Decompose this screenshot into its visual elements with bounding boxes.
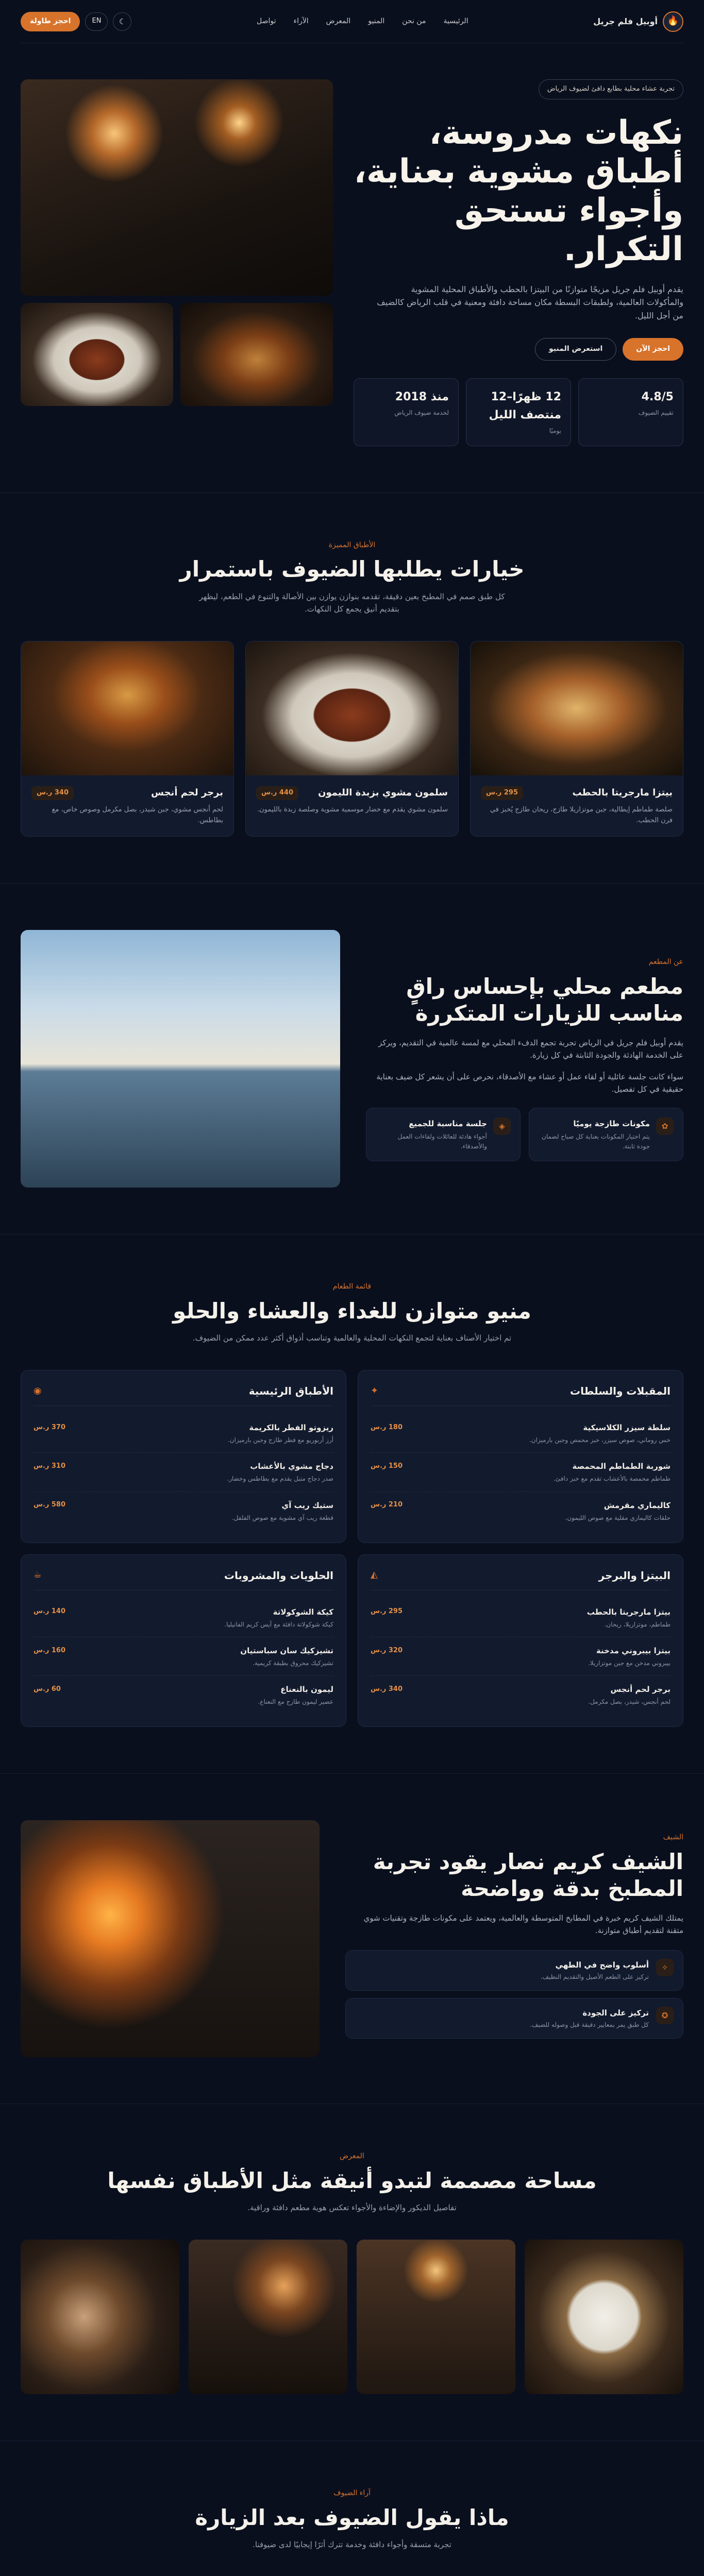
menu-category-head [33, 1567, 333, 1590]
dish-row [256, 786, 448, 801]
hero-stats [354, 378, 683, 446]
header-actions [21, 12, 131, 31]
menu-item-description: عصير ليمون طازج مع النعناع. [258, 1698, 333, 1706]
menu-item[interactable] [371, 1414, 671, 1453]
nav-link-reviews[interactable]: الآراء [293, 17, 309, 26]
dish-body [246, 775, 458, 826]
badge-icon: ✪ [656, 2007, 674, 2024]
stat-rating [578, 378, 683, 446]
about-text [366, 956, 683, 1161]
chef-point [345, 1950, 683, 1991]
moon-icon[interactable]: ☾ [113, 12, 131, 31]
reviews-head [21, 2487, 683, 2551]
menu-item[interactable] [371, 1676, 671, 1714]
stat-value: منذ 2018 [395, 390, 449, 403]
dish-price: 340 ر.س [31, 786, 74, 800]
gallery-section [0, 2104, 704, 2441]
feature-description: أجواء هادئة للعائلات ولقاءات العمل والأصدقاء. [397, 1132, 487, 1150]
chef-point-description: تركيز على الطعم الأصيل والتقديم النظيف. [540, 1973, 649, 1980]
menu-item-description: كيكة شوكولاتة دافئة مع آيس كريم الفانيليا. [224, 1620, 333, 1628]
menu-item-name: ستيك ريب آي [281, 1500, 333, 1510]
dish-name: سلمون مشوي بزبدة الليمون [318, 787, 448, 798]
grill-plate-image [21, 303, 173, 406]
about-title: مطعم محلي بإحساس راقٍ مناسب للزيارات المتكررة [406, 973, 683, 1026]
dish-price: 295 ر.س [481, 786, 523, 800]
nav-link-about[interactable]: من نحن [402, 17, 426, 26]
nav-link-gallery[interactable]: المعرض [326, 17, 351, 26]
stat-value: 4.8/5 [641, 390, 674, 403]
gallery-description: تفاصيل الديكور والإضاءة والأجواء تعكس هوية مطعم دافئة وراقية. [247, 2203, 457, 2213]
gallery-kicker: المعرض [340, 2152, 364, 2161]
gallery-head [21, 2150, 683, 2214]
featured-title: خيارات يطلبها الضيوف باستمرار [179, 556, 525, 582]
nav-link-home[interactable]: الرئيسية [443, 17, 468, 26]
about-features [366, 1108, 683, 1161]
menu-item-name: برجر لحم أنجس [610, 1685, 671, 1694]
menu-category-mains [21, 1370, 346, 1543]
chef-point-title: أسلوب واضح في الطهي [555, 1960, 649, 1970]
menu-item[interactable] [33, 1414, 333, 1453]
menu-item-name: سلطة سيزر الكلاسيكية [583, 1423, 671, 1433]
reviews-title: ماذا يقول الضيوف بعد الزيارة [195, 2504, 509, 2530]
featured-section [0, 493, 704, 883]
dish-row [481, 786, 673, 801]
feature-card [366, 1108, 521, 1161]
about-paragraph-1: يقدم أوبيل فلم جريل في الرياض تجربة تجمع الدفء المحلي مع لمسة عالمية في التقديم، ويركز على الخدمة الهادئة والجودة الثابتة في كل زيارة. [378, 1038, 683, 1060]
menu-description: تم اختيار الأصناف بعناية لتجمع النكهات المحلية والعالمية وتناسب أذواق أكثر عدد ممكن من الضيوف. [192, 1333, 512, 1343]
leaf-icon: ✿ [656, 1117, 674, 1135]
chair-icon: ◈ [493, 1117, 511, 1135]
chef-kicker: الشيف [663, 1833, 683, 1842]
dish-image [21, 641, 233, 775]
menu-item-price: 310 ر.س [33, 1462, 66, 1470]
menu-item[interactable] [33, 1676, 333, 1714]
menu-item-price: 295 ر.س [371, 1607, 403, 1616]
stat-label: يوميًا [549, 427, 561, 435]
feature-description: يتم اختيار المكونات بعناية كل صباح لضمان جودة ثابتة. [542, 1132, 650, 1150]
menu-item-description: صدر دجاج متبل يقدم مع بطاطس وخضار. [227, 1475, 333, 1483]
knife-icon: ✧ [656, 1959, 674, 1976]
menu-item-description: لحم أنجس، شيدر، بصل مكرمل. [588, 1698, 671, 1706]
stat-since [354, 378, 459, 446]
menu-item-name: كاليماري مقرمش [604, 1500, 671, 1510]
logo-text: أوبيل فلم جريل [593, 16, 658, 26]
menu-item-description: طماطم محمصة بالأعشاب تقدم مع خبز دافئ. [553, 1475, 671, 1483]
stat-label: تقييم الضيوف [638, 409, 674, 416]
chef-point-description: كل طبق يمر بمعايير دقيقة قبل وصوله للضيف. [530, 2021, 649, 2028]
gallery-image[interactable] [525, 2240, 683, 2394]
dish-name: بيتزا مارجريتا بالحطب [572, 787, 673, 798]
dish-description: صلصة طماطم إيطالية، جبن موتزاريلا طازج، ريحان طازج يُخبز في فرن الحطب. [490, 805, 673, 824]
menu-item[interactable] [33, 1492, 333, 1530]
dish-card[interactable] [245, 641, 459, 837]
chef-title: الشيف كريم نصار يقود تجربة المطبخ بدقة وواضحة [373, 1849, 683, 1902]
featured-head [21, 539, 683, 615]
dish-image [471, 641, 683, 775]
menu-item-name: ليمون بالنعناع [280, 1685, 333, 1694]
menu-category-title: الأطباق الرئيسية [248, 1385, 333, 1398]
flame-icon: 🔥 [663, 11, 683, 32]
dish-card[interactable] [470, 641, 683, 837]
menu-item-description: طماطم، موتزاريلا، ريحان. [604, 1620, 671, 1628]
dish-image [246, 641, 458, 775]
chef-point [345, 1998, 683, 2039]
reviews-description: تجربة متسقة وأجواء دافئة وخدمة تترك أثرًا إيجابيًا لدى ضيوفنا. [253, 2540, 451, 2550]
menu-item-price: 140 ر.س [33, 1607, 66, 1616]
menu-category-desserts [21, 1554, 346, 1727]
dish-card[interactable] [21, 641, 234, 837]
stat-label: لخدمة ضيوف الرياض [394, 409, 449, 416]
menu-item-name: شوربة الطماطم المحمصة [572, 1462, 671, 1471]
featured-description: كل طبق صمم في المطبخ بعين دقيقة، تقدمه بنوازن يوازن بين الأصالة والتنوع في الطعم، ليظهر بتقديم أنيق يجمع كل النكهات. [199, 591, 505, 614]
menu-item[interactable] [33, 1637, 333, 1676]
menu-item-name: تشيزكيك سان سباستيان [240, 1646, 333, 1655]
about-kicker: عن المطعم [648, 958, 683, 967]
chef-description: يمتلك الشيف كريم خبرة في المطابخ المتوسطة والعالمية، ويعتمد على مكونات طازجة وتقنيات شوي متقنة لتقديم أطباق متوازنة. [363, 1913, 683, 1935]
hero-title: نكهات مدروسة، أطباق مشوية بعناية، وأجواء تستحق التكرار. [354, 113, 683, 269]
menu-item-name: بيتزا بيبروني مدخنة [596, 1646, 671, 1655]
menu-item-description: أرز أربوريو مع فطر طازج وجبن بارميزان. [228, 1436, 333, 1444]
menu-item-description: بيبروني مدخن مع جبن موتزاريلا. [588, 1659, 671, 1667]
menu-item-description: قطعة ريب آي مشوية مع صوص الفلفل. [231, 1514, 333, 1521]
dish-name: برجر لحم أنجس [151, 787, 223, 798]
dish-body [21, 775, 233, 836]
plate-icon: ◉ [33, 1385, 42, 1396]
menu-category-head [371, 1383, 671, 1406]
gallery-title: مساحة مصممة لتبدو أنيقة مثل الأطباق نفسها [107, 2167, 597, 2193]
menu-item-price: 370 ر.س [33, 1423, 66, 1431]
dish-price: 440 ر.س [256, 786, 298, 800]
hero-secondary-button[interactable]: استعرض المنيو [535, 338, 616, 361]
chef-section [0, 1773, 704, 2104]
hero-pill: تجربة عشاء محلية بطابع دافئ لضيوف الرياض [539, 79, 683, 99]
pizza-icon: ◭ [371, 1569, 378, 1581]
chef-image [21, 1820, 320, 2057]
about-paragraph-2: سواء كانت جلسة عائلية أو لقاء عمل أو عشاء مع الأصدقاء، نحرص على أن يشعر كل ضيف بعناية حقيقية في كل تفصيل. [376, 1072, 683, 1094]
gallery-image[interactable] [189, 2240, 347, 2394]
menu-category-head [371, 1567, 671, 1590]
about-section [0, 883, 704, 1234]
hero-section [21, 43, 683, 493]
hero-text [354, 79, 683, 446]
menu-item-price: 160 ر.س [33, 1646, 66, 1654]
menu-item-name: دجاج مشوي بالأعشاب [250, 1462, 333, 1471]
nav-link-menu[interactable]: المنيو [368, 17, 385, 26]
menu-category-pizza-burger [358, 1554, 683, 1727]
gallery-image[interactable] [357, 2240, 515, 2394]
dish-row [31, 786, 223, 801]
menu-category-head [33, 1383, 333, 1406]
nav-link-contact[interactable]: تواصل [257, 17, 276, 26]
salad-icon: ✦ [371, 1385, 379, 1396]
menu-item-description: حلقات كاليماري مقلية مع صوص الليمون. [565, 1514, 671, 1521]
menu-category-starters [358, 1370, 683, 1543]
dish-body [471, 775, 683, 836]
menu-item-price: 320 ر.س [371, 1646, 403, 1654]
menu-grid [21, 1370, 683, 1727]
stat-hours [466, 378, 571, 446]
menu-item[interactable] [371, 1637, 671, 1676]
menu-item-price: 180 ر.س [371, 1423, 403, 1431]
gallery-grid [21, 2240, 683, 2394]
menu-item[interactable] [33, 1599, 333, 1637]
hero-primary-button[interactable]: احجز الآن [623, 338, 683, 361]
menu-item-price: 210 ر.س [371, 1501, 403, 1509]
site-header [21, 0, 683, 43]
menu-section [0, 1234, 704, 1773]
chef-text [345, 1832, 683, 2046]
menu-item[interactable] [371, 1453, 671, 1492]
dish-description: لحم أنجس مشوي، جبن شيدر، بصل مكرمل وصوص خاص، مع بطاطس. [52, 805, 223, 824]
reserve-button[interactable]: احجز طاولة [21, 12, 80, 31]
menu-category-title: البيتزا والبرجر [598, 1569, 671, 1582]
hero-description: يقدم أوبيل فلم جريل مزيجًا متوازنًا من البيتزا بالحطب والأطباق المحلية المشوية والمأكولات العالمية، ولطبقات البسطة مكان مساحة دافئة ومعنية في قلب الرياض كالضيف من أجل الليل. [377, 284, 683, 321]
featured-dishes [21, 641, 683, 837]
dish-description: سلمون مشوي يقدم مع خضار موسمية مشوية وصلصة زبدة بالليمون. [257, 805, 448, 814]
menu-kicker: قائمة الطعام [332, 1282, 372, 1291]
terrace-image [21, 930, 340, 1188]
feature-title: مكونات طازجة يوميًا [573, 1118, 650, 1128]
menu-category-title: المقبلات والسلطات [570, 1385, 671, 1398]
feature-card [529, 1108, 683, 1161]
feature-title: جلسة مناسبة للجميع [409, 1118, 487, 1128]
main-nav [257, 15, 468, 27]
featured-kicker: الأطباق المميزة [328, 541, 376, 550]
language-toggle[interactable]: EN [85, 12, 108, 31]
menu-item-name: ريزوتو الفطر بالكريمة [249, 1423, 333, 1433]
gallery-image[interactable] [21, 2240, 179, 2394]
stat-value: 12 ظهرًا–12 منتصف الليل [489, 390, 561, 421]
menu-item-price: 340 ر.س [371, 1685, 403, 1693]
menu-category-title: الحلويات والمشروبات [224, 1569, 333, 1582]
menu-item-description: خس روماني، صوص سيزر، خبز محمص وجبن بارميزان. [529, 1436, 671, 1444]
menu-item-price: 580 ر.س [33, 1501, 66, 1509]
restaurant-interior-image [21, 79, 333, 296]
menu-title: منيو متوازن للغداء والعشاء والحلو [173, 1298, 531, 1324]
hero-buttons [354, 338, 683, 361]
cup-icon: ☕ [33, 1569, 42, 1581]
hero-images [21, 79, 333, 446]
menu-item[interactable] [371, 1599, 671, 1637]
menu-item[interactable] [371, 1492, 671, 1530]
pizza-image [180, 303, 333, 406]
menu-item[interactable] [33, 1453, 333, 1492]
site-logo[interactable] [593, 11, 683, 32]
chef-point-title: تركيز على الجودة [582, 2008, 649, 2018]
menu-head [21, 1281, 683, 1344]
menu-item-description: تشيزكيك محروق بطبقة كريمية. [253, 1659, 333, 1667]
menu-item-price: 60 ر.س [33, 1685, 61, 1693]
menu-item-name: بيتزا مارجريتا بالحطب [586, 1607, 671, 1617]
reviews-kicker: آراء الضيوف [333, 2489, 371, 2498]
menu-item-name: كيكة الشوكولاتة [273, 1607, 333, 1617]
menu-item-price: 150 ر.س [371, 1462, 403, 1470]
reviews-section [0, 2441, 704, 2576]
